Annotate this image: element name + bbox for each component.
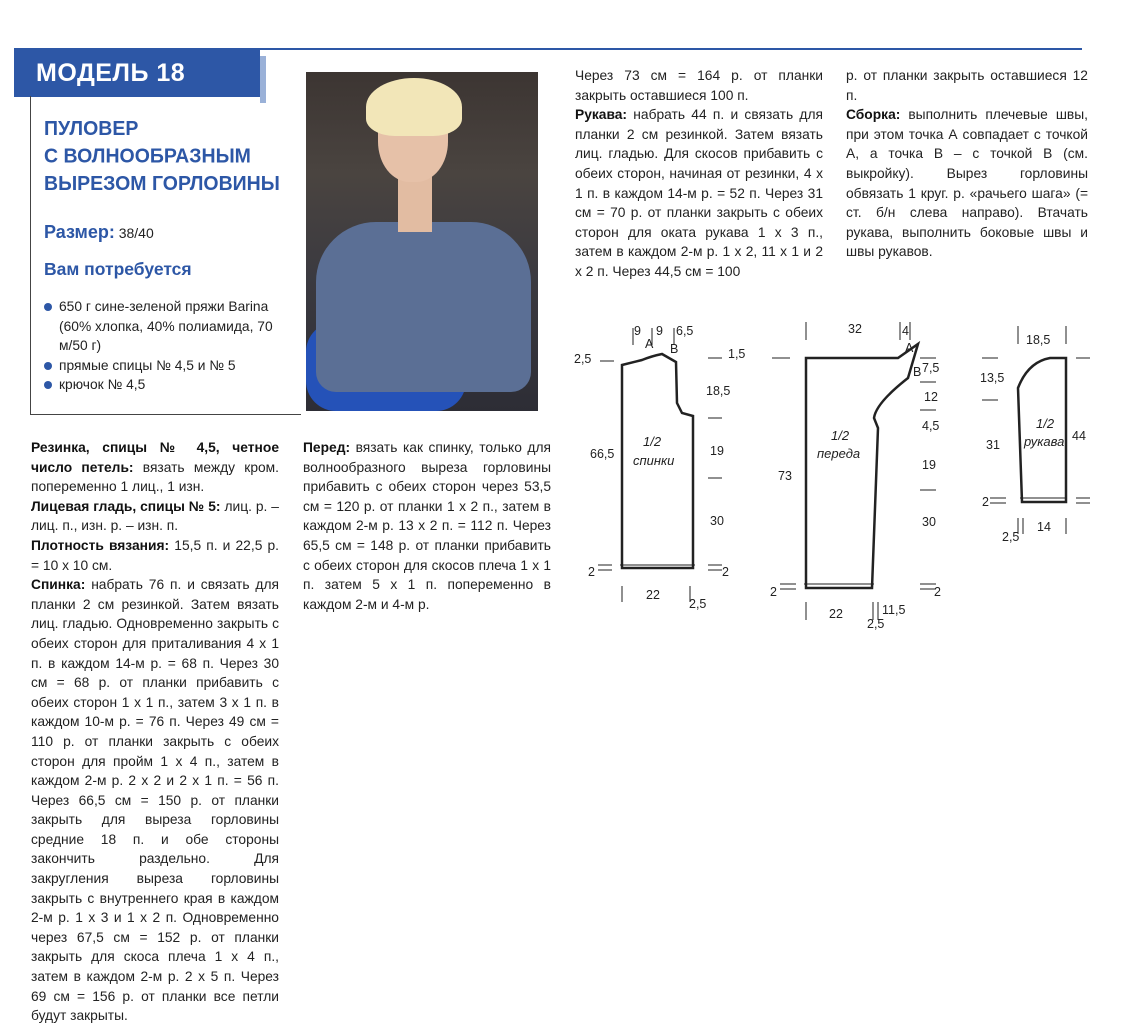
sleeve-left-dim: 31 <box>986 438 1000 452</box>
point-b: B <box>913 365 922 379</box>
paragraph: Перед: вязать как спинку, только для волнообразного выреза горловины прибавить с обеих сторон через 53,5 см = 120 р. от планки 1 х 2 п., затем в каждом 2-м р. 13 х 2 п. = 112 п. Через 65,5 см = 148 р. от планки прибавить с обеих сторон для скосов плеча 1 х 1 п. затем 5 х 1 п. попеременно в каждом 2-м и 4-м р. <box>303 440 551 612</box>
paragraph: Сборка: выполнить плечевые швы, при этом точка А совпадает с точкой А, а точка В – с точкой В (см. выкройку). Вырез горловины обвязать 1 круг. р. «рачьего шага» (= ст. б/н слева направо). Втачать рукава, выполнить боковые швы и швы рукавов. <box>846 107 1088 260</box>
back-top-dim: 6,5 <box>676 324 694 338</box>
back-bottom-dim: 2,5 <box>689 597 707 611</box>
front-right-dim: 2 <box>934 585 941 599</box>
paragraph: р. от планки закрыть оставшиеся 12 п. <box>846 68 1088 103</box>
back-right-dim: 1,5 <box>728 347 746 361</box>
pattern-diagram <box>570 318 1100 638</box>
paragraph: Резинка, спицы № 4,5, четное число петель: вязать между кром. попеременно 1 лиц., 1 изн. <box>31 440 279 495</box>
sleeve-right-dim: 44 <box>1072 429 1086 443</box>
back-left-dim: 2,5 <box>574 352 592 366</box>
front-right-dim: 12 <box>924 390 938 404</box>
photo-hair <box>366 78 462 136</box>
model-badge: МОДЕЛЬ 18 <box>14 50 260 97</box>
model-photo <box>306 72 538 411</box>
paragraph: Плотность вязания: 15,5 п. и 22,5 р. = 10 х 10 см. <box>31 537 279 573</box>
paragraph: Спинка: набрать 76 п. и связать для планки 2 см резинкой. Затем вязать лиц. гладью. Одновременно закрыть с обеих сторон для приталивания 4 х 1 п. в каждом 14-м р. = 68 п. Через 30 см = 68 р. от планки прибавить с обеих сторон 1 х 1 п., затем 3 х 1 п. в каждом 10-м р. = 76 п. Через 49 см = 110 р. от планки закрыть с обеих сторон для пройм 1 х 4 п., затем в каждом 2-м р. 2 х 2 и 2 х 1 п. = 56 п. Через 66,5 см = 150 р. от планки закрыть для выреза горловины средние 18 п. и обе стороны закончить раздельно. Для закругления выреза горловины закрыть с внутреннего края в каждом 2-м р. 1 х 3 и 1 х 2 п. Одновременно через 67,5 см = 152 р. от планки закрыть для скоса плеча 1 х 4 п., затем в каждом 2-м р. 2 х 5 п. Через 69 см = 156 р. от планки все петли будут закрыты. <box>31 577 279 1024</box>
front-top-dim: 32 <box>848 322 862 336</box>
size-line <box>44 222 154 243</box>
front-right-dim: 7,5 <box>922 361 940 375</box>
sleeve-label: 1/2 <box>1036 416 1055 431</box>
sleeve-label: рукава <box>1024 434 1065 449</box>
back-bottom-left: 2 <box>588 565 595 579</box>
back-right-dim: 19 <box>710 444 724 458</box>
text-column-1 <box>31 438 279 1026</box>
back-pattern <box>574 324 745 611</box>
front-pattern <box>770 322 941 631</box>
front-right-dim: 30 <box>922 515 936 529</box>
size-label: Размер: <box>44 222 115 242</box>
front-bottom-left: 2 <box>770 585 777 599</box>
back-right-dim: 18,5 <box>706 384 731 398</box>
material-item: крючок № 4,5 <box>44 375 294 395</box>
front-bottom-dim: 2,5 <box>867 617 885 631</box>
photo-sweater <box>316 222 531 392</box>
text-column-2 <box>303 438 551 614</box>
sleeve-pattern <box>980 326 1090 544</box>
back-label: спинки <box>633 453 675 468</box>
sleeve-left-dim: 13,5 <box>980 371 1005 385</box>
front-label: 1/2 <box>831 428 850 443</box>
front-top-dim: 4 <box>902 324 909 338</box>
front-right-dim: 4,5 <box>922 419 940 433</box>
materials-list <box>44 297 294 395</box>
back-top-dim: 9 <box>656 324 663 338</box>
sleeve-top-dim: 18,5 <box>1026 333 1051 347</box>
back-right-dim: 30 <box>710 514 724 528</box>
title-line: С ВОЛНООБРАЗНЫМ <box>44 144 251 168</box>
material-item: прямые спицы № 4,5 и № 5 <box>44 356 294 376</box>
paragraph: Рукава: набрать 44 п. и связать для планки 2 см резинкой. Затем вязать лиц. гладью. Для скосов прибавить с обеих сторон, начиная от резинки, 4 х 1 п. в каждом 14-м р. = 52 п. Через 31 см = 70 р. от планки закрыть с обеих сторон для оката рукава 1 х 3 п., затем в каждом 2-м р. 1 х 2, 11 х 1 и 2 х 2 п. Через 44,5 см = 100 <box>575 107 823 279</box>
text-column-4 <box>846 66 1088 262</box>
title-line: ПУЛОВЕР <box>44 116 139 141</box>
sleeve-left-dim: 2 <box>982 495 989 509</box>
sleeve-bottom-dim: 14 <box>1037 520 1051 534</box>
back-left-dim: 66,5 <box>590 447 615 461</box>
materials-heading: Вам потребуется <box>44 259 192 279</box>
paragraph: Лицевая гладь, спицы № 5: лиц. р. – лиц. п., изн. р. – изн. п. <box>31 498 279 534</box>
point-a: A <box>905 341 914 355</box>
front-left-dim: 73 <box>778 469 792 483</box>
paragraph: Через 73 см = 164 р. от планки закрыть оставшиеся 100 п. <box>575 68 823 103</box>
front-bottom-dim: 22 <box>829 607 843 621</box>
size-value: 38/40 <box>118 225 154 241</box>
page-title <box>44 115 294 198</box>
title-line: ВЫРЕЗОМ ГОРЛОВИНЫ <box>44 171 280 196</box>
back-label: 1/2 <box>643 434 662 449</box>
front-right-dim: 19 <box>922 458 936 472</box>
back-right-dim: 2 <box>722 565 729 579</box>
front-label: переда <box>817 446 861 461</box>
back-bottom-dim: 22 <box>646 588 660 602</box>
front-bottom-dim: 11,5 <box>882 603 906 617</box>
text-column-3 <box>575 66 823 282</box>
sleeve-bottom-dim: 2,5 <box>1002 530 1020 544</box>
back-top-dim: 9 <box>634 324 641 338</box>
point-a: A <box>645 337 654 351</box>
front-outline <box>806 344 918 588</box>
point-b: B <box>670 342 679 356</box>
material-item: 650 г сине-зеленой пряжи Barina (60% хлопка, 40% полиамида, 70 м/50 г) <box>44 297 294 356</box>
